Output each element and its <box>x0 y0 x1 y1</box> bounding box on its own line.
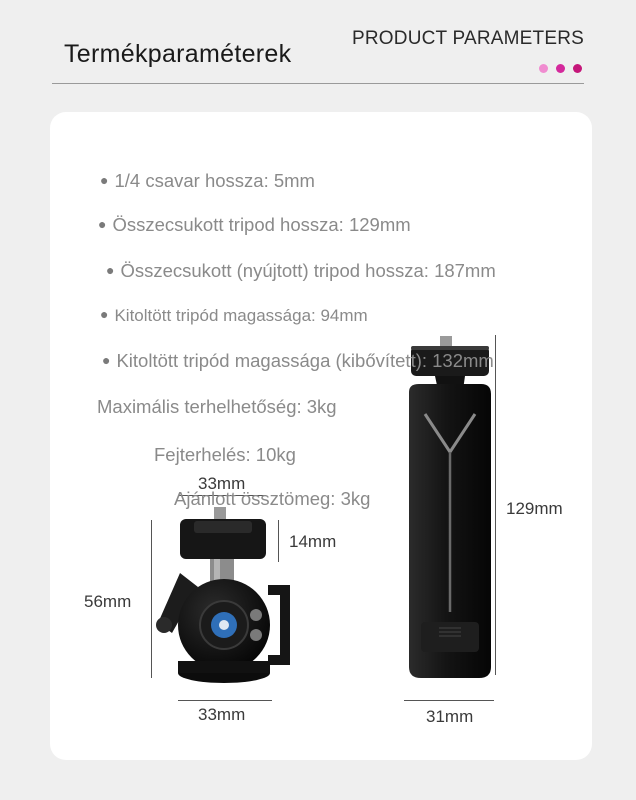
param-item <box>100 170 315 192</box>
param-item <box>154 444 296 466</box>
header-divider <box>52 83 584 84</box>
param-text: Fejterhelés: 10kg <box>154 444 296 465</box>
dim-line-head-top-height <box>278 520 279 562</box>
param-item <box>97 396 337 418</box>
param-item <box>102 350 494 372</box>
dim-tripod-height: 129mm <box>506 499 563 518</box>
decorative-dots <box>539 64 582 73</box>
dim-tripod-width: 31mm <box>426 707 474 726</box>
dim-line-tripod-width <box>404 700 494 701</box>
dim-head-height: 56mm <box>84 592 132 611</box>
dim-line-head-height <box>151 520 152 678</box>
dim-head-top-height: 14mm <box>289 532 337 551</box>
param-text: 1/4 csavar hossza: 5mm <box>114 170 315 191</box>
ball-head-image <box>150 505 295 685</box>
param-item <box>106 260 496 282</box>
dim-head-base-width: 33mm <box>198 705 246 724</box>
bullet-icon: ● <box>98 216 107 232</box>
param-text: Ajánlott össztömeg: 3kg <box>174 488 371 509</box>
param-item <box>100 306 368 326</box>
parameters-card <box>50 112 592 760</box>
dot-magenta <box>573 64 582 73</box>
param-text: Kitoltött tripód magassága (kibővített): 132mm <box>116 350 494 371</box>
dot-light-pink <box>539 64 548 73</box>
bullet-icon: ● <box>102 352 111 368</box>
param-text: Kitoltött tripód magassága: 94mm <box>114 306 368 325</box>
dim-line-head-base-width <box>178 700 272 701</box>
page-title-en: PRODUCT PARAMETERS <box>352 28 584 49</box>
bullet-icon: ● <box>106 262 115 278</box>
param-text: Maximális terhelhetőség: 3kg <box>97 396 337 417</box>
param-text: Összecsukott (nyújtott) tripod hossza: 187mm <box>120 260 496 281</box>
dim-line-tripod-height <box>495 335 496 675</box>
bullet-icon: ● <box>100 172 109 188</box>
dim-head-top-width: 33mm <box>198 474 246 493</box>
tripod-image <box>395 322 505 682</box>
page-title-hu: Termékparaméterek <box>64 40 292 68</box>
bullet-icon: ● <box>100 306 109 322</box>
param-text: Összecsukott tripod hossza: 129mm <box>112 214 411 235</box>
param-item <box>98 214 411 236</box>
dot-pink <box>556 64 565 73</box>
